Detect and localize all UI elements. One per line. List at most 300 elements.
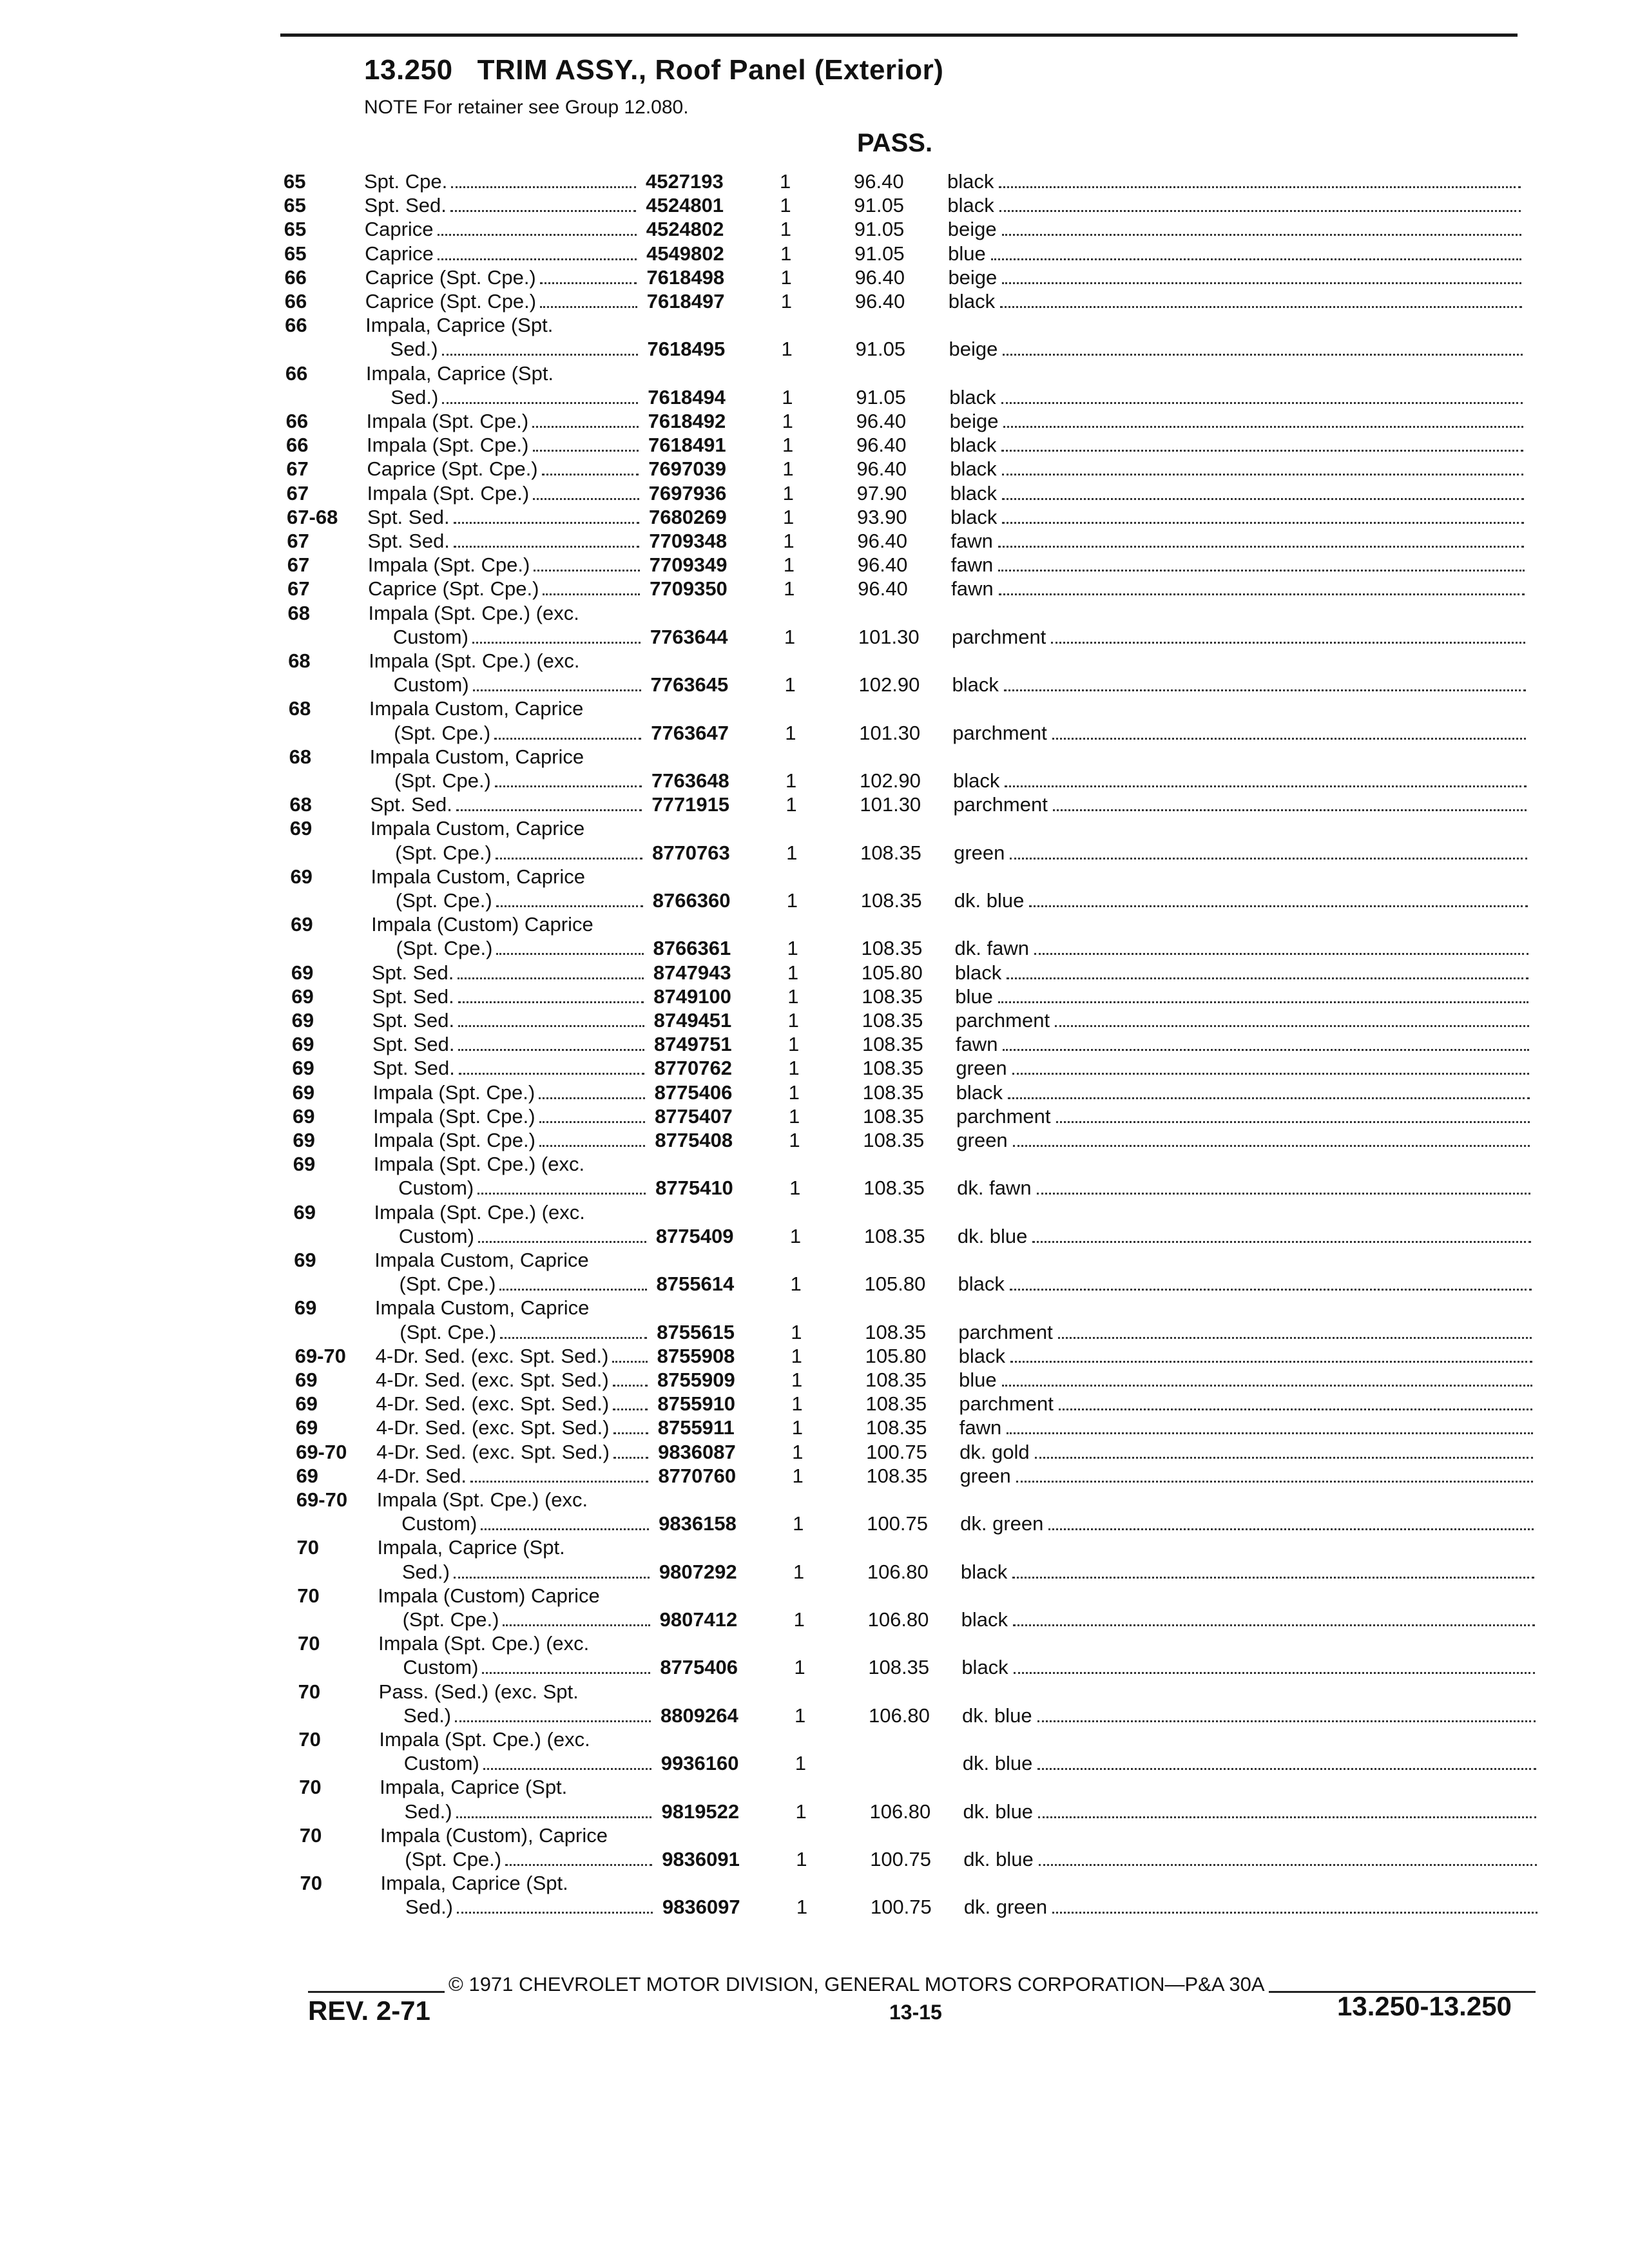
quantity: 1 (793, 1608, 805, 1631)
price: 105.80 (864, 1273, 926, 1296)
model-year: 69-70 (294, 1344, 346, 1367)
dot-leader (1053, 809, 1527, 811)
description (367, 528, 644, 554)
price: 96.40 (856, 434, 907, 457)
price: 108.35 (862, 1009, 923, 1032)
price: 106.80 (867, 1608, 929, 1631)
description-text: Custom) (398, 1177, 474, 1200)
dot-leader (1052, 738, 1527, 740)
model-year: 67 (287, 577, 310, 601)
trim-color (959, 1391, 1532, 1417)
price: 102.90 (860, 769, 921, 792)
description-text: Spt. Sed. (372, 1009, 455, 1032)
quantity: 1 (783, 530, 795, 552)
description-first-line: Impala Custom, Caprice (369, 745, 584, 768)
description (375, 1320, 652, 1345)
description (376, 1415, 653, 1441)
color-text: parchment (958, 1320, 1053, 1343)
quantity: 1 (787, 961, 799, 984)
color-text: dk. blue (963, 1848, 1034, 1870)
price: 96.40 (854, 265, 905, 289)
price: 108.35 (860, 841, 921, 864)
part-number: 9936160 (660, 1752, 739, 1775)
dot-leader (458, 977, 643, 979)
trim-color (950, 505, 1524, 530)
dot-leader (1013, 1624, 1535, 1626)
color-text: fawn (950, 553, 994, 577)
part-number: 7618492 (648, 410, 726, 432)
description-text: Spt. Sed. (367, 505, 450, 528)
model-year: 70 (299, 1776, 322, 1799)
model-year: 67 (286, 457, 309, 481)
trim-color (954, 888, 1528, 914)
description-text: (Spt. Cpe.) (395, 841, 492, 864)
part-number: 8775409 (655, 1224, 734, 1247)
description-text: Spt. Sed. (370, 793, 452, 816)
quantity: 1 (791, 1344, 802, 1367)
description (372, 984, 649, 1010)
part-number: 8775410 (655, 1177, 733, 1200)
description (378, 1607, 655, 1633)
dot-leader (457, 1912, 653, 1914)
price: 108.35 (860, 889, 922, 912)
color-text: dk. blue (962, 1752, 1033, 1775)
quantity: 1 (792, 1440, 804, 1463)
dot-leader (1016, 1481, 1534, 1483)
price: 108.35 (866, 1464, 928, 1487)
trim-color (948, 216, 1521, 242)
color-text: fawn (959, 1416, 1002, 1439)
description (370, 792, 647, 818)
quantity: 1 (780, 194, 791, 217)
trim-color (955, 936, 1528, 961)
dot-leader (1000, 306, 1522, 308)
dot-leader (472, 642, 641, 644)
dot-leader (1007, 977, 1528, 979)
description (365, 289, 642, 314)
trim-color (955, 984, 1528, 1010)
model-year: 69 (292, 1081, 315, 1104)
description (369, 672, 646, 698)
color-text: parchment (955, 1009, 1050, 1032)
dot-leader (454, 1577, 650, 1579)
color-text: black (950, 505, 998, 528)
description-text: Custom) (403, 1752, 479, 1775)
description-text: Caprice (Spt. Cpe.) (367, 457, 538, 481)
color-text: blue (959, 1369, 997, 1391)
quantity: 1 (782, 410, 793, 432)
trim-color (950, 432, 1523, 458)
color-text: black (953, 769, 1000, 792)
dot-leader (1048, 1528, 1534, 1530)
dot-leader (1002, 498, 1524, 500)
model-year: 69 (291, 913, 313, 936)
description-text: Impala (Spt. Cpe.) (367, 553, 530, 577)
color-text: beige (947, 218, 997, 241)
dot-leader (1003, 1049, 1529, 1051)
model-year: 70 (298, 1680, 321, 1703)
description (381, 1894, 658, 1920)
dot-leader (496, 905, 643, 907)
dot-leader (1002, 234, 1521, 236)
dot-leader (503, 1624, 650, 1626)
model-year: 70 (298, 1728, 321, 1751)
description (369, 720, 646, 746)
color-text: green (956, 1129, 1008, 1151)
price: 101.30 (859, 721, 921, 744)
description-text: Sed.) (405, 1896, 454, 1919)
dot-leader (438, 258, 637, 260)
copyright-notice: © 1971 CHEVROLET MOTOR DIVISION, GENERAL MOTORS CORPORATION—P&A 30A (445, 1973, 1269, 1996)
description (380, 1847, 657, 1872)
quantity: 1 (782, 385, 793, 408)
part-number: 7697039 (648, 457, 726, 481)
description-text: Sed.) (404, 1800, 452, 1823)
color-text: green (954, 841, 1005, 864)
part-number: 8775408 (655, 1129, 733, 1151)
description (372, 936, 649, 961)
dot-leader (470, 1481, 648, 1483)
quantity: 1 (784, 673, 796, 697)
part-number: 7771915 (651, 793, 730, 816)
dot-leader (998, 546, 1525, 548)
price: 91.05 (854, 218, 905, 241)
dot-leader (533, 498, 639, 500)
description-text: Spt. Sed. (364, 194, 447, 217)
dot-leader (499, 1289, 646, 1291)
description (371, 840, 648, 866)
dot-leader (1004, 689, 1526, 691)
quantity: 1 (782, 481, 794, 505)
color-text: black (961, 1608, 1008, 1631)
quantity: 1 (791, 1416, 803, 1439)
part-number: 8747943 (653, 961, 731, 984)
description (378, 1655, 655, 1680)
color-text: black (949, 434, 997, 457)
dot-leader (483, 1768, 651, 1770)
part-number: 8755615 (657, 1320, 735, 1343)
model-year: 65 (284, 218, 307, 241)
description-text: (Spt. Cpe.) (405, 1848, 502, 1870)
description (367, 432, 644, 458)
description-text: (Spt. Cpe.) (402, 1608, 499, 1631)
part-number: 7709348 (649, 530, 728, 552)
dot-leader (999, 593, 1525, 595)
trim-color (950, 481, 1524, 506)
trim-color (951, 552, 1525, 578)
trim-color (953, 768, 1527, 794)
description-first-line: Impala (Spt. Cpe.) (exc. (368, 601, 579, 624)
description-text: Sed.) (390, 338, 438, 361)
dot-leader (450, 210, 636, 212)
color-text: dk. fawn (954, 937, 1029, 960)
description-text: Sed.) (401, 1560, 450, 1583)
dot-leader (613, 1408, 648, 1410)
dot-leader (1008, 1097, 1530, 1099)
description-text: Impala (Spt. Cpe.) (366, 410, 529, 432)
price: 108.35 (862, 1033, 923, 1056)
description-text: Caprice (365, 242, 434, 265)
description-first-line: Impala, Caprice (Spt. (365, 314, 554, 337)
dot-leader (1037, 1768, 1536, 1770)
part-number: 7763644 (650, 625, 728, 648)
dot-leader (1001, 450, 1523, 452)
dot-leader (494, 738, 641, 740)
dot-leader (612, 1361, 647, 1363)
color-text: green (956, 1057, 1007, 1080)
description (369, 624, 646, 650)
description-text: Spt. Sed. (371, 961, 454, 984)
part-number: 8755909 (657, 1369, 735, 1391)
color-text: fawn (950, 530, 993, 552)
part-number: 7763647 (651, 721, 729, 744)
model-year: 69 (293, 1104, 315, 1128)
trim-color (962, 1703, 1536, 1729)
color-text: fawn (955, 1033, 998, 1056)
description-first-line: Impala Custom, Caprice (369, 697, 584, 720)
dot-leader (534, 570, 639, 572)
dot-leader (454, 522, 639, 524)
model-year: 68 (289, 793, 312, 816)
dot-leader (539, 1121, 645, 1123)
model-year: 69 (294, 1249, 316, 1271)
trim-color (948, 265, 1521, 291)
dot-leader (451, 186, 636, 188)
description-first-line: Impala (Custom) Caprice (378, 1584, 600, 1607)
dot-leader (533, 450, 639, 452)
revision-label: REV. 2-71 (308, 1995, 430, 2026)
price: 108.35 (865, 1320, 927, 1343)
description (372, 1008, 650, 1033)
color-text: black (952, 673, 999, 697)
dot-leader (532, 426, 638, 428)
part-number: 8766361 (653, 937, 731, 960)
quantity: 1 (784, 625, 796, 648)
dot-leader (1056, 1121, 1530, 1123)
dot-leader (496, 858, 642, 860)
description (372, 1055, 650, 1081)
description-text: (Spt. Cpe.) (394, 721, 491, 744)
quantity: 1 (787, 937, 798, 960)
price: 105.80 (865, 1344, 927, 1367)
description-text: Caprice (Spt. Cpe.) (365, 265, 536, 289)
price: 100.75 (867, 1512, 928, 1535)
description-text: Spt. Sed. (372, 1057, 455, 1080)
dot-leader (1010, 1289, 1532, 1291)
description-first-line: Impala Custom, Caprice (370, 817, 585, 840)
trim-color (959, 1415, 1533, 1441)
dot-leader (1005, 785, 1527, 787)
price: 101.30 (860, 793, 921, 816)
trim-color (955, 960, 1528, 986)
description-text: 4-Dr. Sed. (exc. Spt. Sed.) (376, 1392, 610, 1416)
description-first-line: Impala, Caprice (Spt. (380, 1776, 568, 1799)
color-text: black (961, 1656, 1008, 1679)
dot-leader (455, 1720, 651, 1722)
description-text: Impala (Spt. Cpe.) (372, 1081, 535, 1104)
quantity: 1 (786, 769, 797, 792)
dot-leader (1010, 858, 1527, 860)
description (373, 1080, 650, 1106)
description-text: Impala (Spt. Cpe.) (367, 481, 530, 505)
quantity: 1 (786, 841, 798, 864)
model-year: 66 (285, 410, 309, 432)
description (365, 216, 642, 242)
description-text: 4-Dr. Sed. (exc. Spt. Sed.) (375, 1344, 609, 1367)
price: 100.75 (870, 1848, 932, 1870)
part-number: 7680269 (649, 505, 727, 528)
dot-leader (473, 689, 641, 691)
description (365, 241, 642, 267)
dot-leader (1051, 642, 1525, 644)
trim-color (959, 1463, 1533, 1489)
part-number: 7763645 (650, 673, 729, 697)
description-text: Custom) (392, 625, 468, 648)
quantity: 1 (783, 505, 795, 528)
model-year: 69 (293, 1200, 316, 1224)
trim-color (959, 1439, 1533, 1465)
color-text: black (950, 481, 998, 505)
trim-color (947, 169, 1521, 195)
color-text: black (948, 290, 996, 312)
description (376, 1463, 653, 1489)
description-first-line: Impala (Spt. Cpe.) (exc. (378, 1632, 590, 1655)
color-text: black (947, 170, 994, 193)
color-text: dk. green (963, 1896, 1048, 1919)
dot-leader (477, 1193, 646, 1195)
price: 96.40 (856, 457, 907, 481)
description (368, 552, 645, 578)
description-text: Impala (Spt. Cpe.) (366, 434, 529, 457)
price: 106.80 (869, 1800, 931, 1823)
retainer-note: NOTE For retainer see Group 12.080. (364, 97, 689, 118)
description-text: Impala (Spt. Cpe.) (373, 1129, 535, 1151)
dot-leader (458, 1049, 644, 1051)
description-first-line: Impala (Spt. Cpe.) (exc. (369, 649, 580, 672)
description-text: Custom) (398, 1224, 474, 1247)
dot-leader (1032, 1241, 1530, 1243)
quantity: 1 (793, 1512, 804, 1535)
price: 102.90 (858, 673, 920, 697)
model-year: 70 (299, 1823, 322, 1847)
description (376, 1367, 653, 1393)
section-number: 13.250 (364, 54, 453, 86)
price: 96.40 (854, 170, 904, 193)
price: 105.80 (861, 961, 923, 984)
quantity: 1 (795, 1800, 807, 1823)
part-number: 9836091 (662, 1848, 740, 1870)
description (375, 1271, 652, 1297)
description-first-line: Impala Custom, Caprice (374, 1249, 589, 1271)
color-text: parchment (952, 721, 1047, 744)
part-number: 8755614 (656, 1273, 735, 1296)
part-number: 8770760 (658, 1464, 737, 1487)
price: 106.80 (869, 1704, 930, 1727)
color-text: dk. blue (954, 889, 1025, 912)
part-number: 7697936 (648, 481, 727, 505)
dot-leader (1014, 1672, 1536, 1674)
dot-leader (542, 474, 639, 476)
dot-leader (999, 210, 1521, 212)
trim-color (952, 672, 1526, 698)
trim-color (958, 1224, 1531, 1249)
trim-color (952, 720, 1526, 746)
quantity: 1 (787, 1009, 799, 1032)
description (366, 336, 643, 362)
price: 97.90 (856, 481, 907, 505)
quantity: 1 (796, 1896, 808, 1919)
dot-leader (481, 1528, 649, 1530)
quantity: 1 (782, 434, 794, 457)
quantity: 1 (791, 1320, 802, 1343)
part-number: 8755911 (657, 1416, 735, 1439)
dot-leader (1055, 1025, 1529, 1027)
quantity: 1 (793, 1560, 805, 1583)
model-year: 66 (285, 434, 309, 457)
price: 108.35 (863, 1177, 925, 1200)
model-year: 69 (294, 1296, 317, 1320)
model-year: 68 (287, 601, 310, 624)
price: 101.30 (858, 625, 920, 648)
description-first-line: Impala, Caprice (Spt. (380, 1872, 568, 1895)
quantity: 1 (792, 1464, 804, 1487)
description-first-line: Impala Custom, Caprice (371, 865, 585, 888)
trim-color (952, 624, 1525, 650)
quantity: 1 (795, 1752, 806, 1775)
price: 93.90 (857, 505, 907, 528)
model-year: 70 (296, 1536, 319, 1559)
trim-color (949, 336, 1523, 362)
part-number: 7618498 (646, 265, 725, 289)
trim-color (956, 1032, 1529, 1057)
description-first-line: Impala (Custom) Caprice (371, 913, 593, 936)
color-text: dk. blue (963, 1800, 1034, 1823)
dot-leader (1003, 426, 1523, 428)
dot-leader (1052, 1912, 1537, 1914)
model-year: 69-70 (296, 1488, 348, 1511)
model-year: 66 (284, 290, 307, 312)
quantity: 1 (788, 1057, 800, 1080)
quantity: 1 (787, 1033, 800, 1056)
price: 96.40 (858, 577, 908, 601)
description-text: Spt. Sed. (372, 985, 454, 1008)
color-text: black (947, 194, 994, 217)
quantity: 1 (781, 338, 793, 361)
quantity: 1 (791, 1369, 803, 1391)
price: 91.05 (856, 385, 906, 408)
trim-color (961, 1655, 1535, 1680)
dot-leader (991, 258, 1521, 260)
dot-leader (500, 1337, 647, 1339)
color-text: beige (949, 338, 998, 361)
trim-color (951, 576, 1525, 602)
dot-leader (1001, 402, 1523, 404)
price: 108.35 (862, 985, 923, 1008)
description (366, 385, 643, 410)
quantity: 1 (789, 1104, 800, 1128)
dot-leader (1037, 1720, 1536, 1722)
description (376, 1391, 653, 1417)
description (380, 1751, 657, 1776)
description-first-line: Impala Custom, Caprice (374, 1296, 590, 1320)
price: 108.35 (863, 1104, 924, 1128)
description-text: (Spt. Cpe.) (400, 1320, 497, 1343)
dot-leader (1035, 1457, 1533, 1459)
description-text: 4-Dr. Sed. (exc. Spt. Sed.) (376, 1416, 610, 1439)
model-year: 67 (286, 481, 309, 505)
quantity: 1 (780, 242, 792, 265)
part-number: 8755908 (657, 1344, 735, 1367)
